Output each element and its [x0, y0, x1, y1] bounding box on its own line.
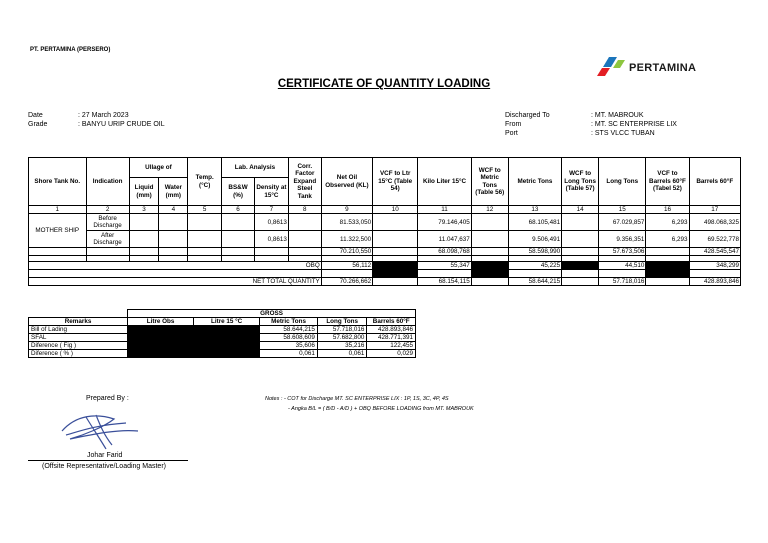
- header-long-tons: Long Tons: [599, 158, 646, 206]
- note-line-2: - Angka B/L = ( B/D - A/D ) + OBQ BEFORE LOADING from MT. MABROUK: [288, 406, 474, 412]
- grade-label: Grade: [28, 121, 48, 128]
- header-bsw: BS&W (%): [222, 178, 255, 206]
- company-name: PT. PERTAMINA (PERSERO): [30, 47, 111, 53]
- gross-header-barrels: Barrels 60°F: [367, 318, 416, 326]
- header-water: Water (mm): [159, 178, 188, 206]
- notes: [265, 394, 474, 414]
- spacer-row: [29, 270, 741, 278]
- gross-header-remarks: Remarks: [29, 318, 128, 326]
- header-shore-tank: Shore Tank No.: [29, 158, 87, 206]
- from-value: : MT. SC ENTERPRISE LIX: [591, 121, 677, 128]
- quantity-table: [28, 157, 741, 286]
- net-total-row: NET TOTAL QUANTITY 70.266,662 68.154,115 58.644,215 57.718,016 428.893,846: [29, 278, 741, 286]
- prepared-by-label: Prepared By :: [86, 395, 129, 402]
- header-metric-tons: Metric Tons: [508, 158, 561, 206]
- obq-label: OBQ: [29, 262, 322, 270]
- header-net-oil: Net Oil Observed (KL): [321, 158, 372, 206]
- gross-title: GROSS: [128, 310, 416, 318]
- signature-image: [56, 405, 146, 453]
- signature-line: [28, 460, 188, 461]
- discharged-to-value: : MT. MABROUK: [591, 112, 644, 119]
- note-line-1: Notes : - COT for Discharge MT. SC ENTERPRISE LIX : 1P, 1S, 3C, 4P, 4S: [265, 396, 449, 402]
- port-value: : STS VLCC TUBAN: [591, 130, 655, 137]
- table-row: After Discharge 0,8613 11.322,500 11.047,637 9.506,491 9.356,351 6,293 69.522,778: [29, 231, 741, 248]
- header-corr-factor: Corr. Factor Expand Steel Tank: [288, 158, 321, 206]
- details-right: [505, 111, 735, 141]
- gross-header-litre-obs: Litre Obs: [128, 318, 194, 326]
- table-row: Diference ( Fig ) 35,606 35,216 122,455: [29, 342, 416, 350]
- signer-name: Johar Farid: [87, 452, 123, 459]
- discharged-to-label: Discharged To: [505, 112, 550, 119]
- date-value: : 27 March 2023: [78, 112, 129, 119]
- column-number-row: 1 2 3 4 5 6 7 8 9 10 11 12 13 14 15 16 17: [29, 206, 741, 214]
- table-row: Diference ( % ) 0,061 0,061 0,029: [29, 350, 416, 358]
- header-wcf-metric: WCF to Metric Tons (Table 56): [471, 158, 508, 206]
- pertamina-logo-icon: [597, 55, 627, 77]
- header-kilo-liter: Kilo Liter 15°C: [418, 158, 471, 206]
- header-indication: Indication: [86, 158, 129, 206]
- port-label: Port: [505, 130, 518, 137]
- document-title: CERTIFICATE OF QUANTITY LOADING: [277, 78, 491, 90]
- net-total-label: NET TOTAL QUANTITY: [29, 278, 322, 286]
- header-wcf-long: WCF to Long Tons (Table 57): [562, 158, 599, 206]
- table-row: MOTHER SHIP Before Discharge 0,8613 81.533,050 79.146,405 68.105,481 67.029,857 6,293 498.068,325: [29, 214, 741, 231]
- header-barrels: Barrels 60°F: [689, 158, 740, 206]
- table-row: Bill of Lading 58.644,215 57.718,016 428.893,846: [29, 326, 416, 334]
- grade-value: : BANYU URIP CRUDE OIL: [78, 121, 165, 128]
- gross-header-litre-15: Litre 15 °C: [194, 318, 260, 326]
- header-vcf-ltr: VCF to Ltr 15°C (Table 54): [373, 158, 418, 206]
- table-row: SFAL 58.608,609 57.682,800 428.771,391: [29, 334, 416, 342]
- logo-text: PERTAMINA: [629, 62, 697, 74]
- signer-role: (Offsite Representative/Loading Master): [42, 463, 166, 470]
- date-label: Date: [28, 112, 43, 119]
- from-label: From: [505, 121, 522, 128]
- header-temp: Temp. (°C): [188, 158, 222, 206]
- details-left: [28, 111, 228, 131]
- table-row: 70.210,550 68.098,768 58.598,990 57.673,506 428.545,547: [29, 248, 741, 256]
- header-ullage: Ullage of: [129, 158, 188, 178]
- gross-header-metric-tons: Metric Tons: [260, 318, 318, 326]
- gross-header-long-tons: Long Tons: [317, 318, 367, 326]
- header-density: Density at 15°C: [254, 178, 288, 206]
- header-vcf-barrels: VCF to Barrels 60°F (Tabel 52): [646, 158, 689, 206]
- gross-table: [28, 309, 416, 358]
- header-lab-analysis: Lab. Analysis: [222, 158, 289, 178]
- ship-label: MOTHER SHIP: [29, 214, 87, 248]
- obq-row: OBQ 56,112 55,347 45,225 44,510 348,299: [29, 262, 741, 270]
- header-liquid: Liquid (mm): [129, 178, 159, 206]
